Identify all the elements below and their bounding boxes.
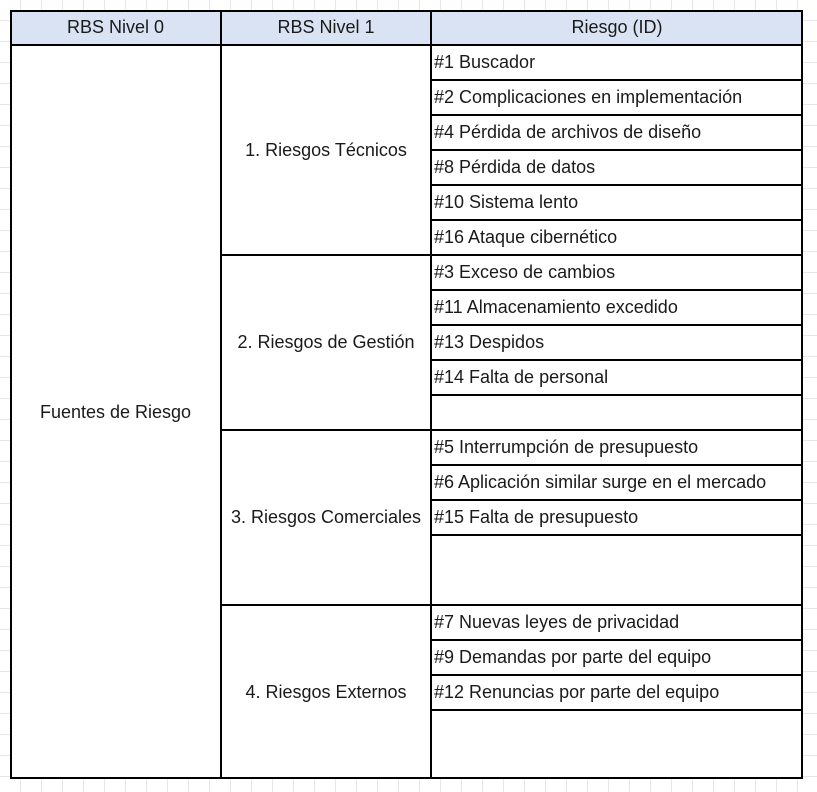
- row-divider: [431, 709, 803, 711]
- risk-cell[interactable]: #2 Complicaciones en implementación: [431, 80, 803, 115]
- risk-cell[interactable]: #6 Aplicación similar surge en el mercado: [431, 465, 803, 500]
- group-divider: [221, 429, 803, 431]
- header-risk-id[interactable]: Riesgo (ID): [431, 10, 803, 45]
- header-divider: [10, 44, 803, 46]
- risk-cell[interactable]: #1 Buscador: [431, 45, 803, 80]
- group-1-label[interactable]: 1. Riesgos Técnicos: [221, 45, 431, 255]
- border-left: [10, 10, 12, 779]
- risk-cell[interactable]: #5 Interrumpción de presupuesto: [431, 430, 803, 465]
- row-divider: [431, 324, 803, 326]
- group-4-label[interactable]: 4. Riesgos Externos: [221, 605, 431, 779]
- row-divider: [431, 149, 803, 151]
- row-divider: [431, 534, 803, 536]
- risk-cell[interactable]: #3 Exceso de cambios: [431, 255, 803, 290]
- level-0-cell[interactable]: Fuentes de Riesgo: [10, 45, 221, 779]
- risk-cell[interactable]: #4 Pérdida de archivos de diseño: [431, 115, 803, 150]
- risk-cell[interactable]: #10 Sistema lento: [431, 185, 803, 220]
- empty-risk-cell[interactable]: [431, 535, 803, 605]
- row-divider: [431, 499, 803, 501]
- column-divider-1: [220, 10, 222, 779]
- row-divider: [431, 184, 803, 186]
- risk-cell[interactable]: #14 Falta de personal: [431, 360, 803, 395]
- row-divider: [431, 674, 803, 676]
- group-2-label[interactable]: 2. Riesgos de Gestión: [221, 255, 431, 430]
- row-divider: [431, 289, 803, 291]
- row-divider: [431, 219, 803, 221]
- rbs-table: [10, 10, 803, 779]
- risk-cell[interactable]: #11 Almacenamiento excedido: [431, 290, 803, 325]
- row-divider: [431, 359, 803, 361]
- border-top: [10, 10, 803, 12]
- header-rbs-level-1[interactable]: RBS Nivel 1: [221, 10, 431, 45]
- risk-cell[interactable]: #7 Nuevas leyes de privacidad: [431, 605, 803, 640]
- row-divider: [431, 114, 803, 116]
- group-3-label[interactable]: 3. Riesgos Comerciales: [221, 430, 431, 605]
- risk-cell[interactable]: #13 Despidos: [431, 325, 803, 360]
- border-bottom: [10, 777, 803, 779]
- empty-risk-cell[interactable]: [431, 710, 803, 779]
- row-divider: [431, 79, 803, 81]
- risk-cell[interactable]: #16 Ataque cibernético: [431, 220, 803, 255]
- risk-cell[interactable]: #15 Falta de presupuesto: [431, 500, 803, 535]
- empty-risk-cell[interactable]: [431, 395, 803, 430]
- row-divider: [431, 639, 803, 641]
- group-divider: [221, 254, 803, 256]
- group-divider: [221, 604, 803, 606]
- risk-cell[interactable]: #9 Demandas por parte del equipo: [431, 640, 803, 675]
- row-divider: [431, 464, 803, 466]
- header-rbs-level-0[interactable]: RBS Nivel 0: [10, 10, 221, 45]
- risk-cell[interactable]: #12 Renuncias por parte del equipo: [431, 675, 803, 710]
- row-divider: [431, 394, 803, 396]
- risk-cell[interactable]: #8 Pérdida de datos: [431, 150, 803, 185]
